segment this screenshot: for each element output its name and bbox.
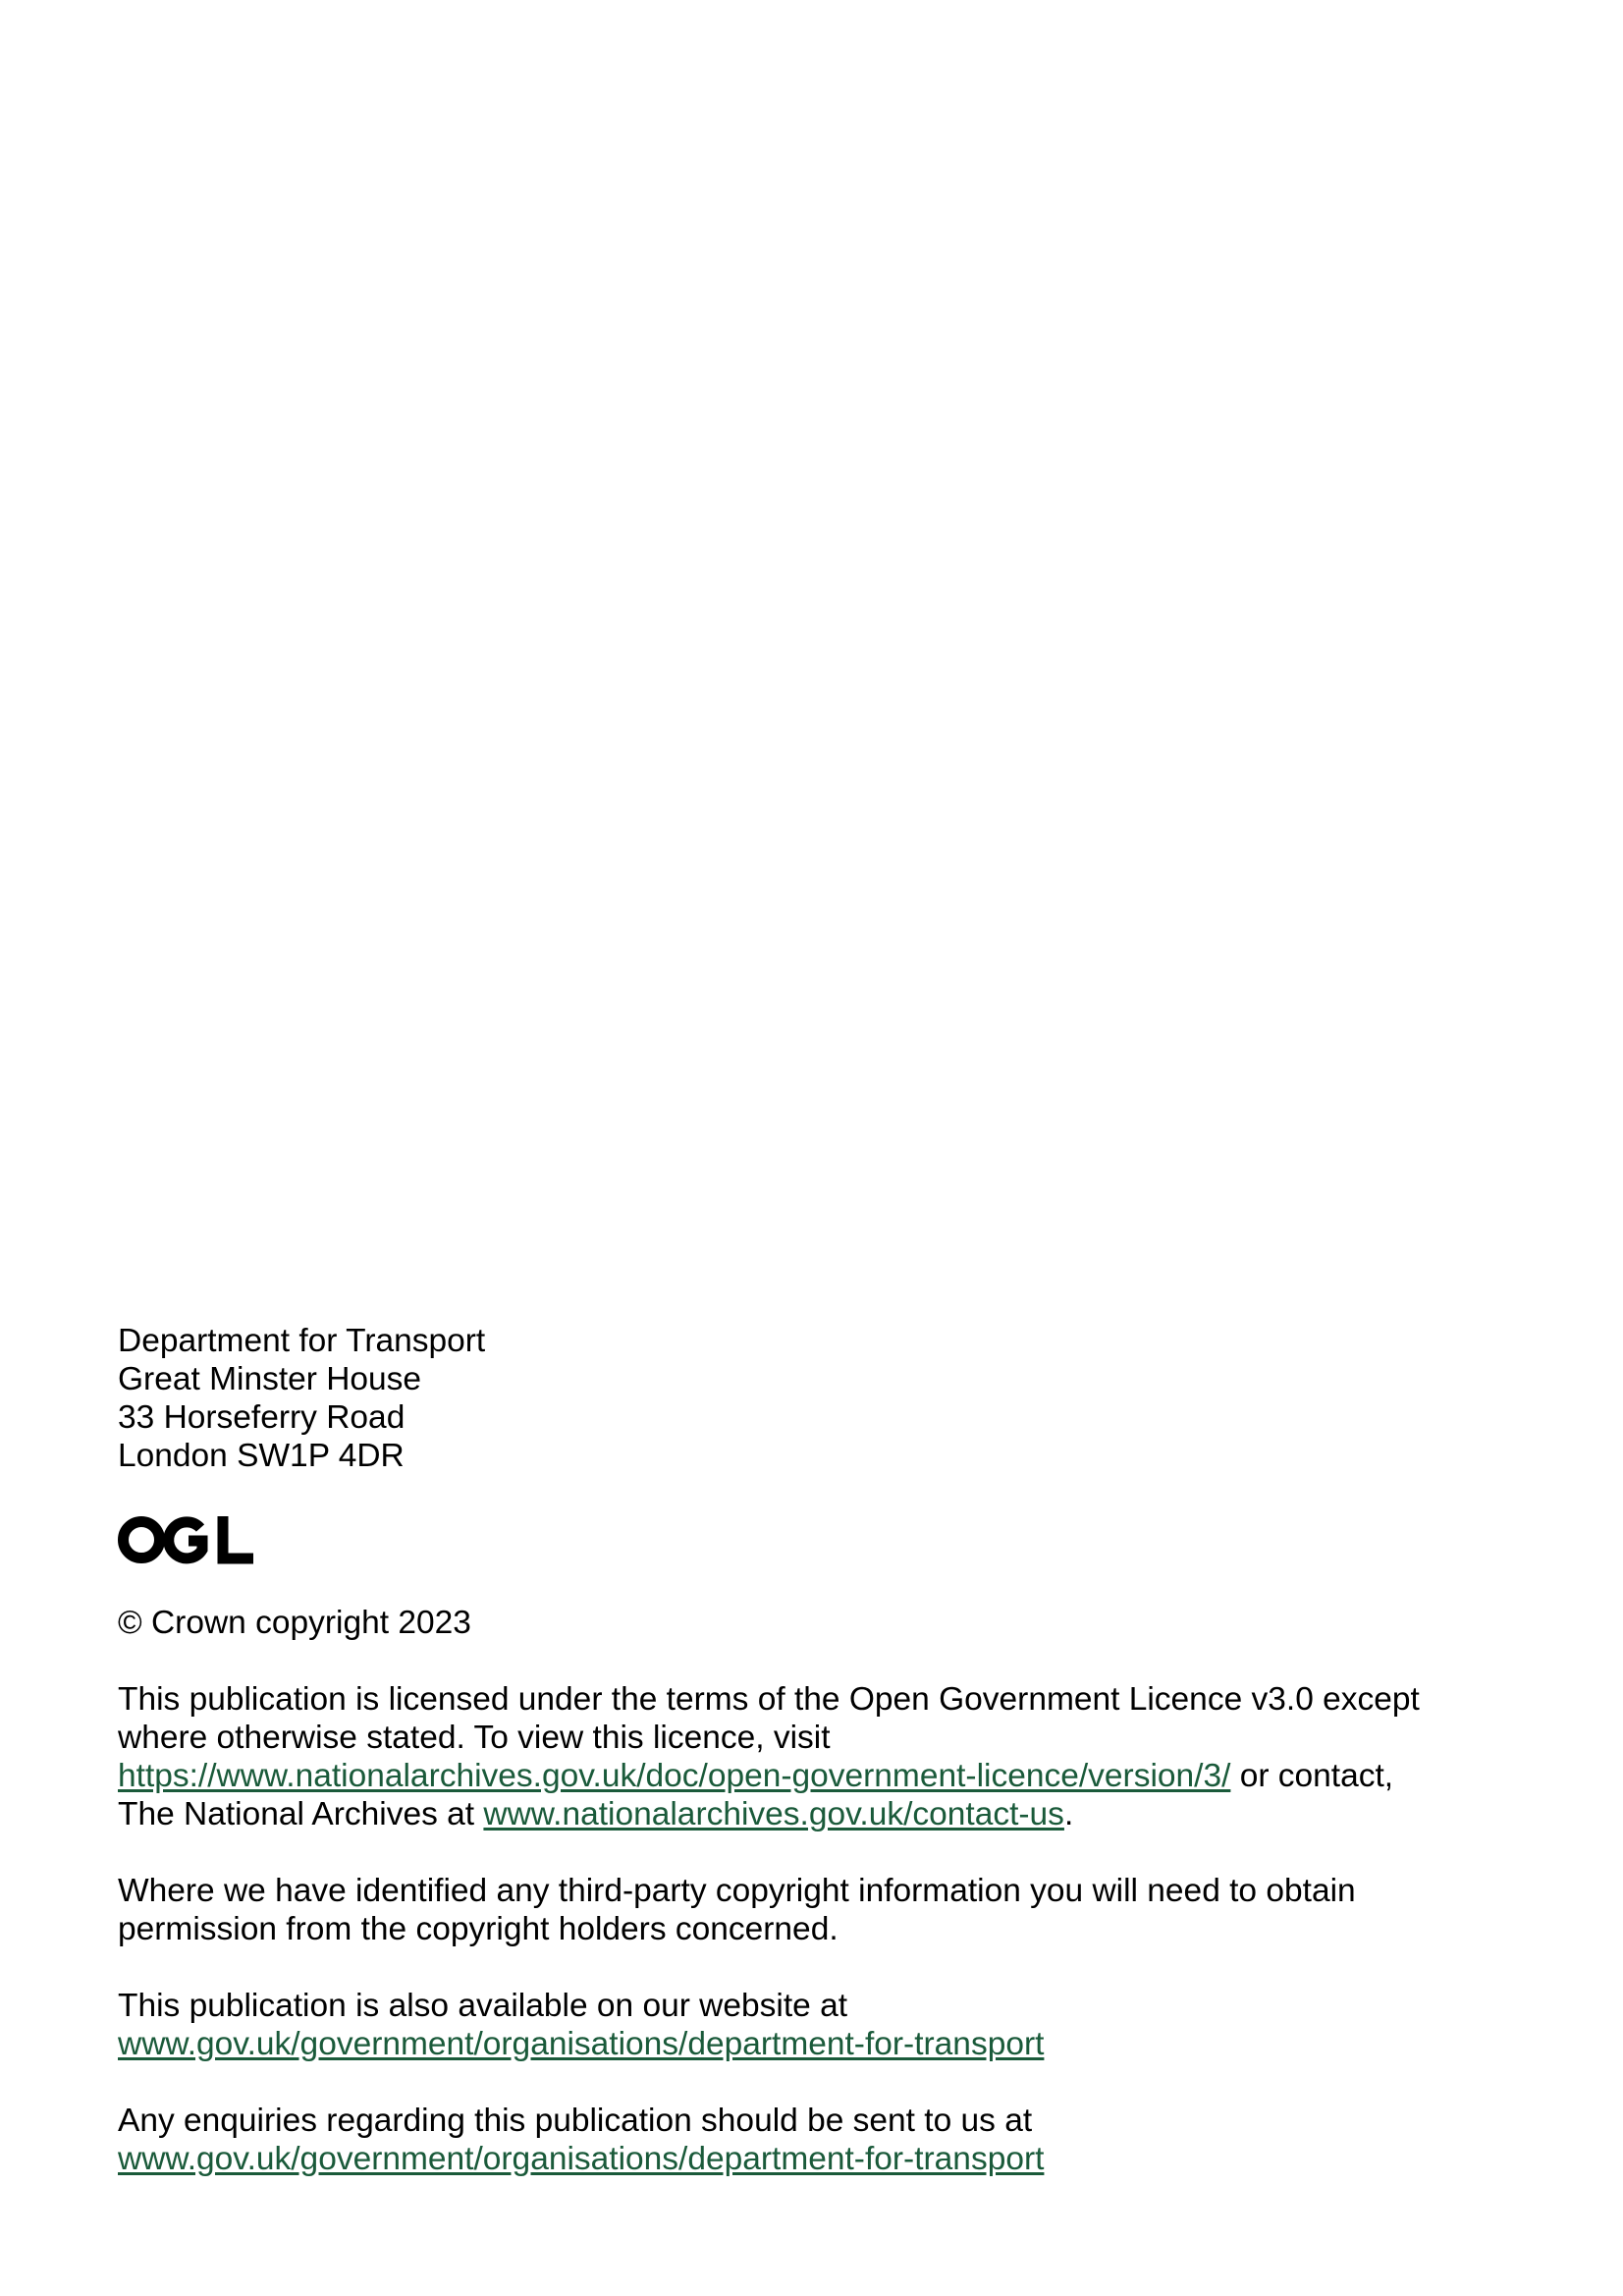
enquiries-link[interactable]: www.gov.uk/government/organisations/department-for-transport bbox=[118, 2141, 1045, 2177]
enquiries-paragraph bbox=[118, 2102, 1512, 2178]
website-paragraph bbox=[118, 1987, 1512, 2063]
enquiries-line-2 bbox=[118, 2140, 1512, 2178]
licence-line-3 bbox=[118, 1757, 1512, 1795]
licence-line-2: where otherwise stated. To view this licence, visit bbox=[118, 1720, 831, 1756]
copyright-notice bbox=[118, 1604, 1512, 1642]
website-link[interactable]: www.gov.uk/government/organisations/department-for-transport bbox=[118, 2026, 1045, 2062]
third-party-line-2: permission from the copyright holders concerned. bbox=[118, 1911, 839, 1947]
contact-us-link[interactable]: www.nationalarchives.gov.uk/contact-us bbox=[483, 1796, 1064, 1832]
website-line-2 bbox=[118, 2025, 1512, 2063]
licence-line-1: This publication is licensed under the terms of the Open Government Licence v3.0 except bbox=[118, 1681, 1420, 1718]
licence-or-contact: or contact, bbox=[1230, 1758, 1394, 1794]
address-city-postcode: London SW1P 4DR bbox=[118, 1438, 405, 1474]
licence-paragraph bbox=[118, 1680, 1512, 1833]
back-cover-content bbox=[118, 1322, 1512, 2178]
address-block bbox=[118, 1322, 1512, 1475]
address-building: Great Minster House bbox=[118, 1361, 422, 1397]
licence-link[interactable]: https://www.nationalarchives.gov.uk/doc/open-government-licence/version/3/ bbox=[118, 1758, 1231, 1794]
address-street: 33 Horseferry Road bbox=[118, 1399, 406, 1436]
website-line-1: This publication is also available on our website at bbox=[118, 1988, 848, 2024]
copyright-text: © Crown copyright 2023 bbox=[118, 1605, 471, 1641]
national-archives-prefix: The National Archives at bbox=[118, 1796, 484, 1832]
third-party-line-1: Where we have identified any third-party copyright information you will need to obtain bbox=[118, 1873, 1356, 1909]
enquiries-line-1: Any enquiries regarding this publication should be sent to us at bbox=[118, 2103, 1033, 2139]
licence-period: . bbox=[1063, 1796, 1074, 1832]
licence-line-4 bbox=[118, 1795, 1512, 1833]
third-party-paragraph bbox=[118, 1872, 1512, 1948]
address-department: Department for Transport bbox=[118, 1323, 486, 1359]
ogl-logo bbox=[118, 1514, 255, 1565]
